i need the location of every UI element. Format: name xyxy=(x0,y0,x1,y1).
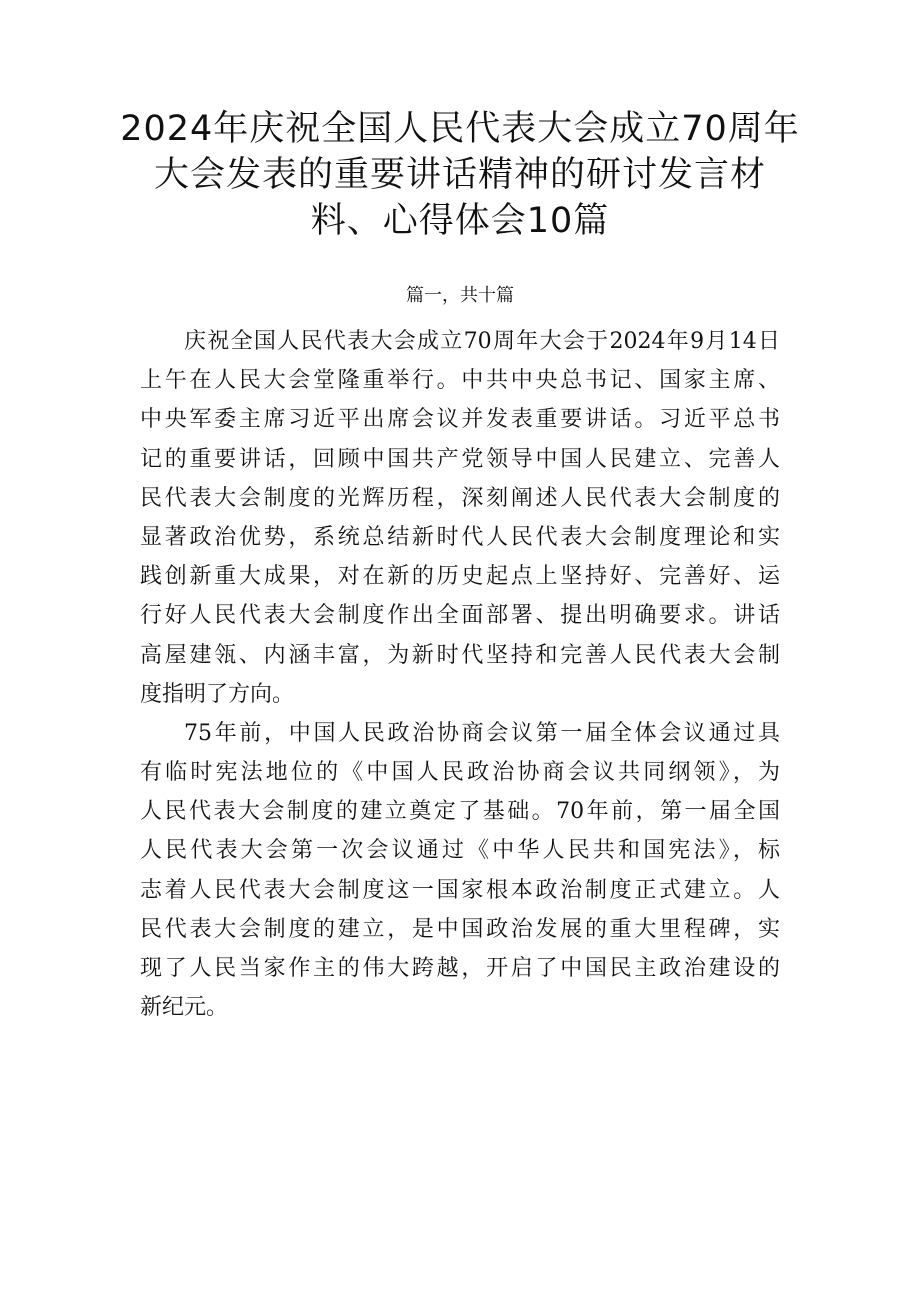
text-line: 有临时宪法地位的《中国人民政治协商会议共同纲领》，为 xyxy=(140,760,780,786)
text-line: 志着人民代表大会制度这一国家根本政治制度正式建立。人 xyxy=(140,877,780,903)
document-body xyxy=(140,322,780,1027)
text-line: 人民代表大会第一次会议通过《中华人民共和国宪法》，标 xyxy=(140,838,780,864)
text-line: 记的重要讲话，回顾中国共产党领导中国人民建立、完善人 xyxy=(140,446,780,472)
title-line: 料、心得体会10篇 xyxy=(310,201,610,241)
title-line: 2024年庆祝全国人民代表大会成立70周年 xyxy=(120,109,800,149)
text-line: 新纪元。 xyxy=(140,995,229,1021)
section-subtitle: 篇一，共十篇 xyxy=(406,285,514,306)
text-line: 上午在人民大会堂隆重举行。中共中央总书记、国家主席、 xyxy=(140,368,780,394)
text-line: 现了人民当家作主的伟大跨越，开启了中国民主政治建设的 xyxy=(140,956,780,981)
text-line: 践创新重大成果，对在新的历史起点上坚持好、完善好、运 xyxy=(140,564,780,590)
text-line: 度指明了方向。 xyxy=(140,681,295,707)
paragraph-1 xyxy=(140,322,780,714)
text-line: 75年前，中国人民政治协商会议第一届全体会议通过具 xyxy=(184,720,780,746)
text-line: 中央军委主席习近平出席会议并发表重要讲话。习近平总书 xyxy=(140,407,780,433)
title-line: 大会发表的重要讲话精神的研讨发言材 xyxy=(153,155,766,195)
text-line: 行好人民代表大会制度作出全面部署、提出明确要求。讲话 xyxy=(140,603,780,629)
text-line: 高屋建瓴、内涵丰富，为新时代坚持和完善人民代表大会制 xyxy=(140,642,780,668)
text-line: 显著政治优势，系统总结新时代人民代表大会制度理论和实 xyxy=(140,524,780,550)
text-line: 人民代表大会制度的建立奠定了基础。70年前，第一届全国 xyxy=(140,799,780,825)
paragraph-2 xyxy=(140,714,780,1028)
document-title xyxy=(120,106,800,244)
text-line: 民代表大会制度的光辉历程，深刻阐述人民代表大会制度的 xyxy=(140,485,780,511)
text-line: 庆祝全国人民代表大会成立70周年大会于2024年9月14日 xyxy=(184,329,780,354)
text-line: 民代表大会制度的建立，是中国政治发展的重大里程碑，实 xyxy=(140,916,780,942)
